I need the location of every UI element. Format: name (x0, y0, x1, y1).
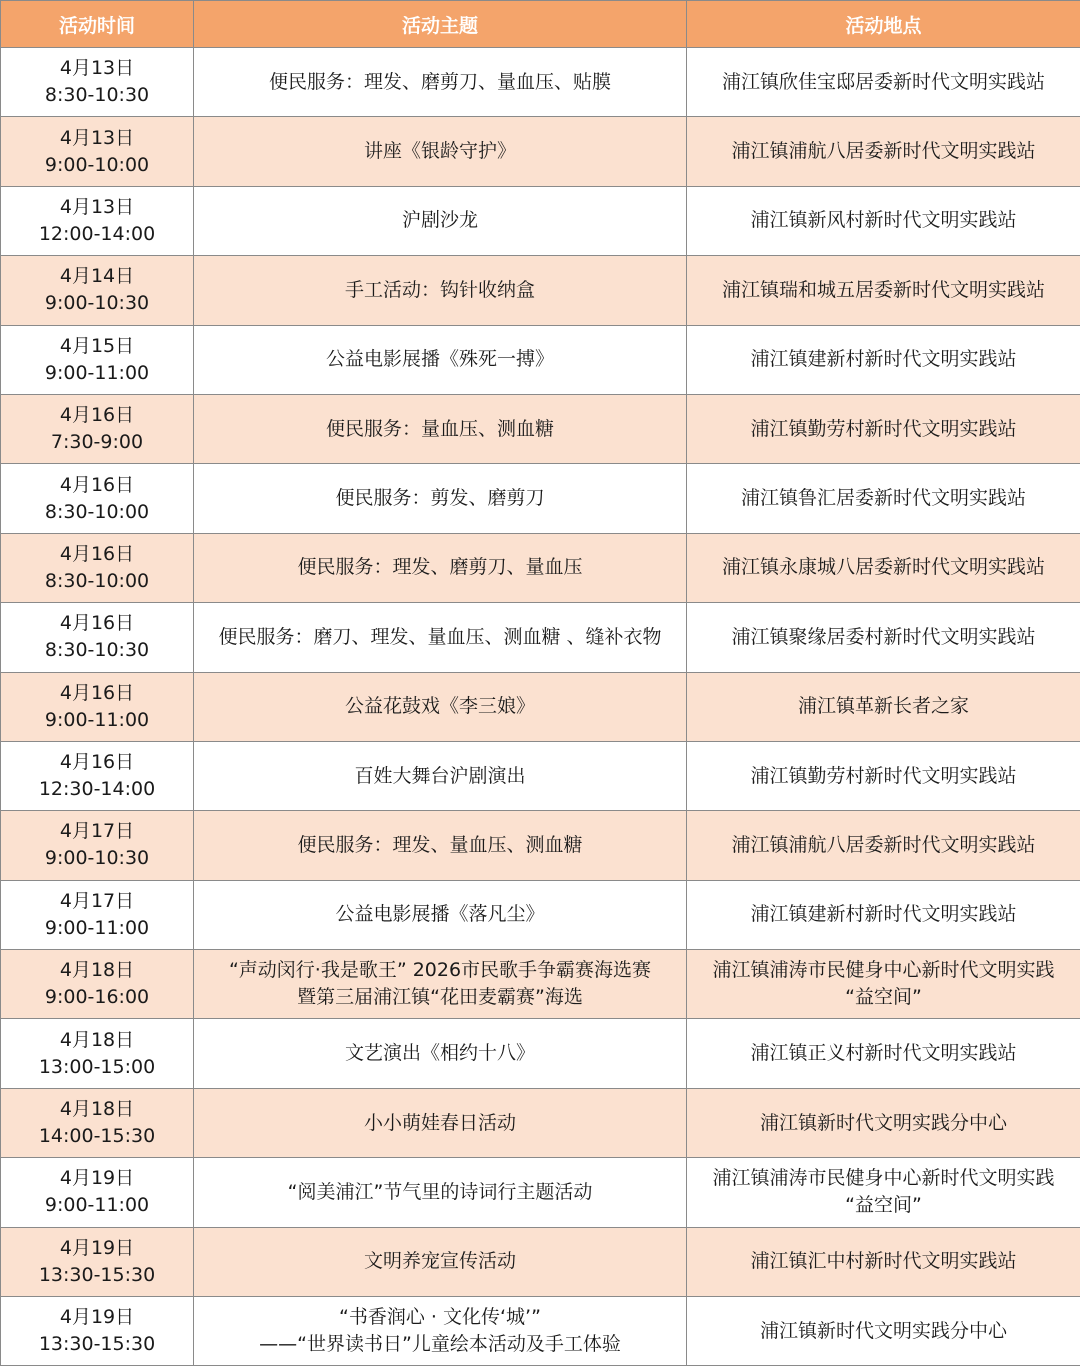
cell-time (1, 325, 194, 394)
activity-theme: 暨第三届浦江镇“花田麦霸赛”海选 (297, 986, 583, 1009)
activity-date: 4月15日 (59, 334, 135, 357)
table-row (1, 741, 1080, 810)
cell-theme (194, 533, 687, 602)
activity-theme: 便民服务：剪发、磨剪刀 (335, 487, 545, 510)
cell-theme (194, 741, 687, 810)
cell-time (1, 1297, 194, 1366)
cell-location (687, 1019, 1080, 1088)
activity-date: 4月16日 (59, 404, 135, 427)
cell-time (1, 48, 194, 117)
activity-location: 浦江镇瑞和城五居委新时代文明实践站 (721, 278, 1045, 301)
cell-time (1, 1158, 194, 1227)
table-row (1, 603, 1080, 672)
activity-theme: 百姓大舞台沪剧演出 (354, 764, 526, 787)
cell-theme (194, 186, 687, 255)
activity-theme: 小小萌娃春日活动 (363, 1111, 516, 1134)
table-row (1, 256, 1080, 325)
activity-time: 9:00-11:00 (44, 708, 150, 731)
cell-time (1, 256, 194, 325)
activity-date: 4月19日 (59, 1306, 135, 1329)
cell-time (1, 186, 194, 255)
cell-theme (194, 950, 687, 1019)
activity-theme: 文明养宠宣传活动 (363, 1250, 516, 1273)
activity-time: 13:00-15:00 (38, 1055, 156, 1078)
activity-location: 浦江镇革新长者之家 (797, 695, 969, 718)
cell-location (687, 811, 1080, 880)
cell-location (687, 603, 1080, 672)
table-row (1, 1158, 1080, 1227)
cell-theme (194, 1227, 687, 1296)
activity-location: 浦江镇聚缘居委村新时代文明实践站 (731, 625, 1036, 648)
cell-location (687, 1297, 1080, 1366)
cell-location (687, 394, 1080, 463)
activity-time: 9:00-11:00 (44, 916, 150, 939)
cell-theme (194, 1019, 687, 1088)
activity-location: 浦江镇永康城八居委新时代文明实践站 (721, 556, 1045, 579)
activity-date: 4月13日 (59, 195, 135, 218)
cell-theme (194, 464, 687, 533)
cell-theme (194, 811, 687, 880)
cell-theme (194, 603, 687, 672)
cell-location (687, 186, 1080, 255)
table-row (1, 1227, 1080, 1296)
cell-location (687, 464, 1080, 533)
cell-location (687, 1158, 1080, 1227)
activity-time: 13:30-15:30 (38, 1263, 156, 1286)
activity-date: 4月17日 (59, 889, 135, 912)
activity-time: 9:00-10:30 (44, 847, 150, 870)
activity-time: 9:00-11:00 (44, 361, 150, 384)
activity-location: 浦江镇鲁汇居委新时代文明实践站 (740, 487, 1026, 510)
activity-date: 4月13日 (59, 126, 135, 149)
activity-location: 浦江镇勤劳村新时代文明实践站 (750, 417, 1017, 440)
activity-location: 浦江镇正义村新时代文明实践站 (750, 1042, 1017, 1065)
cell-location (687, 117, 1080, 186)
activity-time: 7:30-9:00 (50, 431, 144, 454)
cell-time (1, 1227, 194, 1296)
table-row (1, 394, 1080, 463)
activity-date: 4月13日 (59, 57, 135, 80)
table-row (1, 811, 1080, 880)
activity-location: 浦江镇浦航八居委新时代文明实践站 (731, 833, 1036, 856)
activity-time: 12:00-14:00 (38, 222, 156, 245)
cell-time (1, 464, 194, 533)
activity-time: 8:30-10:30 (44, 84, 150, 107)
activity-theme: “书香润心 · 文化传‘城’” (339, 1306, 541, 1329)
activity-date: 4月18日 (59, 1028, 135, 1051)
table-row (1, 48, 1080, 117)
activity-theme: 文艺演出《相约十八》 (344, 1042, 535, 1065)
cell-time (1, 950, 194, 1019)
cell-location (687, 1227, 1080, 1296)
cell-time (1, 394, 194, 463)
activity-theme: 手工活动：钩针收纳盒 (344, 278, 535, 301)
cell-theme (194, 394, 687, 463)
activity-date: 4月19日 (59, 1167, 135, 1190)
cell-location (687, 741, 1080, 810)
activity-location: 浦江镇勤劳村新时代文明实践站 (750, 764, 1017, 787)
table-row (1, 880, 1080, 949)
cell-location (687, 256, 1080, 325)
activity-date: 4月16日 (59, 751, 135, 774)
cell-location (687, 880, 1080, 949)
cell-theme (194, 117, 687, 186)
activity-time: 8:30-10:30 (44, 639, 150, 662)
cell-location (687, 325, 1080, 394)
cell-location (687, 48, 1080, 117)
activity-theme: ——“世界读书日”儿童绘本活动及手工体验 (259, 1333, 621, 1356)
activity-date: 4月18日 (59, 959, 135, 982)
header-theme: 活动主题 (194, 1, 687, 48)
cell-time (1, 811, 194, 880)
activity-theme: 公益电影展播《落凡尘》 (335, 903, 545, 926)
activity-time: 9:00-11:00 (44, 1194, 150, 1217)
activity-location: 浦江镇欣佳宝邸居委新时代文明实践站 (721, 70, 1045, 93)
activity-theme: 便民服务：理发、量血压、测血糖 (297, 833, 583, 856)
cell-theme (194, 672, 687, 741)
activity-time: 9:00-16:00 (44, 986, 150, 1009)
activity-theme: 便民服务：理发、磨剪刀、量血压 (297, 556, 583, 579)
activity-location: 浦江镇建新村新时代文明实践站 (750, 903, 1017, 926)
activity-location: 浦江镇新时代文明实践分中心 (759, 1111, 1007, 1134)
activity-theme: 沪剧沙龙 (401, 209, 478, 232)
activity-theme: 公益电影展播《殊死一搏》 (325, 348, 554, 371)
activity-location: 浦江镇新时代文明实践分中心 (759, 1319, 1007, 1342)
activity-date: 4月18日 (59, 1098, 135, 1121)
cell-time (1, 603, 194, 672)
activity-date: 4月16日 (59, 681, 135, 704)
cell-time (1, 1019, 194, 1088)
activity-location: 浦江镇汇中村新时代文明实践站 (750, 1250, 1017, 1273)
table-row (1, 186, 1080, 255)
activity-date: 4月16日 (59, 542, 135, 565)
table-row (1, 533, 1080, 602)
activity-time: 13:30-15:30 (38, 1333, 156, 1356)
table-row (1, 950, 1080, 1019)
cell-time (1, 117, 194, 186)
table-row (1, 1297, 1080, 1366)
activity-theme: “阅美浦江”节气里的诗词行主题活动 (287, 1180, 593, 1203)
activity-time: 9:00-10:30 (44, 292, 150, 315)
activity-location: 浦江镇浦航八居委新时代文明实践站 (731, 140, 1036, 163)
cell-location (687, 533, 1080, 602)
activity-time: 12:30-14:00 (38, 778, 156, 801)
cell-theme (194, 1297, 687, 1366)
header-row (1, 1, 1080, 48)
cell-theme (194, 1158, 687, 1227)
cell-location (687, 1088, 1080, 1157)
activity-date: 4月16日 (59, 612, 135, 635)
table-row (1, 672, 1080, 741)
activity-theme: “声动闵行·我是歌王” 2026市民歌手争霸赛海选赛 (228, 959, 652, 982)
table-row (1, 1088, 1080, 1157)
table-row (1, 1019, 1080, 1088)
activity-location: “益空间” (845, 986, 922, 1009)
cell-time (1, 672, 194, 741)
table-row (1, 117, 1080, 186)
activity-location: “益空间” (845, 1194, 922, 1217)
table-row (1, 464, 1080, 533)
activity-date: 4月17日 (59, 820, 135, 843)
activity-theme: 讲座《银龄守护》 (363, 140, 516, 163)
cell-location (687, 950, 1080, 1019)
activity-theme: 公益花鼓戏《李三娘》 (344, 695, 535, 718)
activity-time: 8:30-10:00 (44, 500, 150, 523)
cell-theme (194, 48, 687, 117)
cell-time (1, 741, 194, 810)
activity-location: 浦江镇建新村新时代文明实践站 (750, 348, 1017, 371)
activity-location: 浦江镇新风村新时代文明实践站 (750, 209, 1017, 232)
cell-theme (194, 880, 687, 949)
cell-theme (194, 325, 687, 394)
table-row (1, 325, 1080, 394)
cell-time (1, 533, 194, 602)
header-location: 活动地点 (687, 1, 1080, 48)
cell-time (1, 1088, 194, 1157)
cell-theme (194, 1088, 687, 1157)
activity-time: 8:30-10:00 (44, 569, 150, 592)
cell-time (1, 880, 194, 949)
header-time: 活动时间 (1, 1, 194, 48)
activity-location: 浦江镇浦涛市民健身中心新时代文明实践 (712, 1167, 1055, 1190)
activity-time: 14:00-15:30 (38, 1125, 156, 1148)
cell-location (687, 672, 1080, 741)
cell-theme (194, 256, 687, 325)
activity-date: 4月14日 (59, 265, 135, 288)
activity-theme: 便民服务：量血压、测血糖 (325, 417, 554, 440)
activity-date: 4月16日 (59, 473, 135, 496)
activity-date: 4月19日 (59, 1236, 135, 1259)
activity-location: 浦江镇浦涛市民健身中心新时代文明实践 (712, 959, 1055, 982)
activity-theme: 便民服务：磨刀、理发、量血压、测血糖 、缝补衣物 (218, 625, 662, 648)
activity-theme: 便民服务：理发、磨剪刀、量血压、贴膜 (268, 70, 611, 93)
activity-time: 9:00-10:00 (44, 153, 150, 176)
